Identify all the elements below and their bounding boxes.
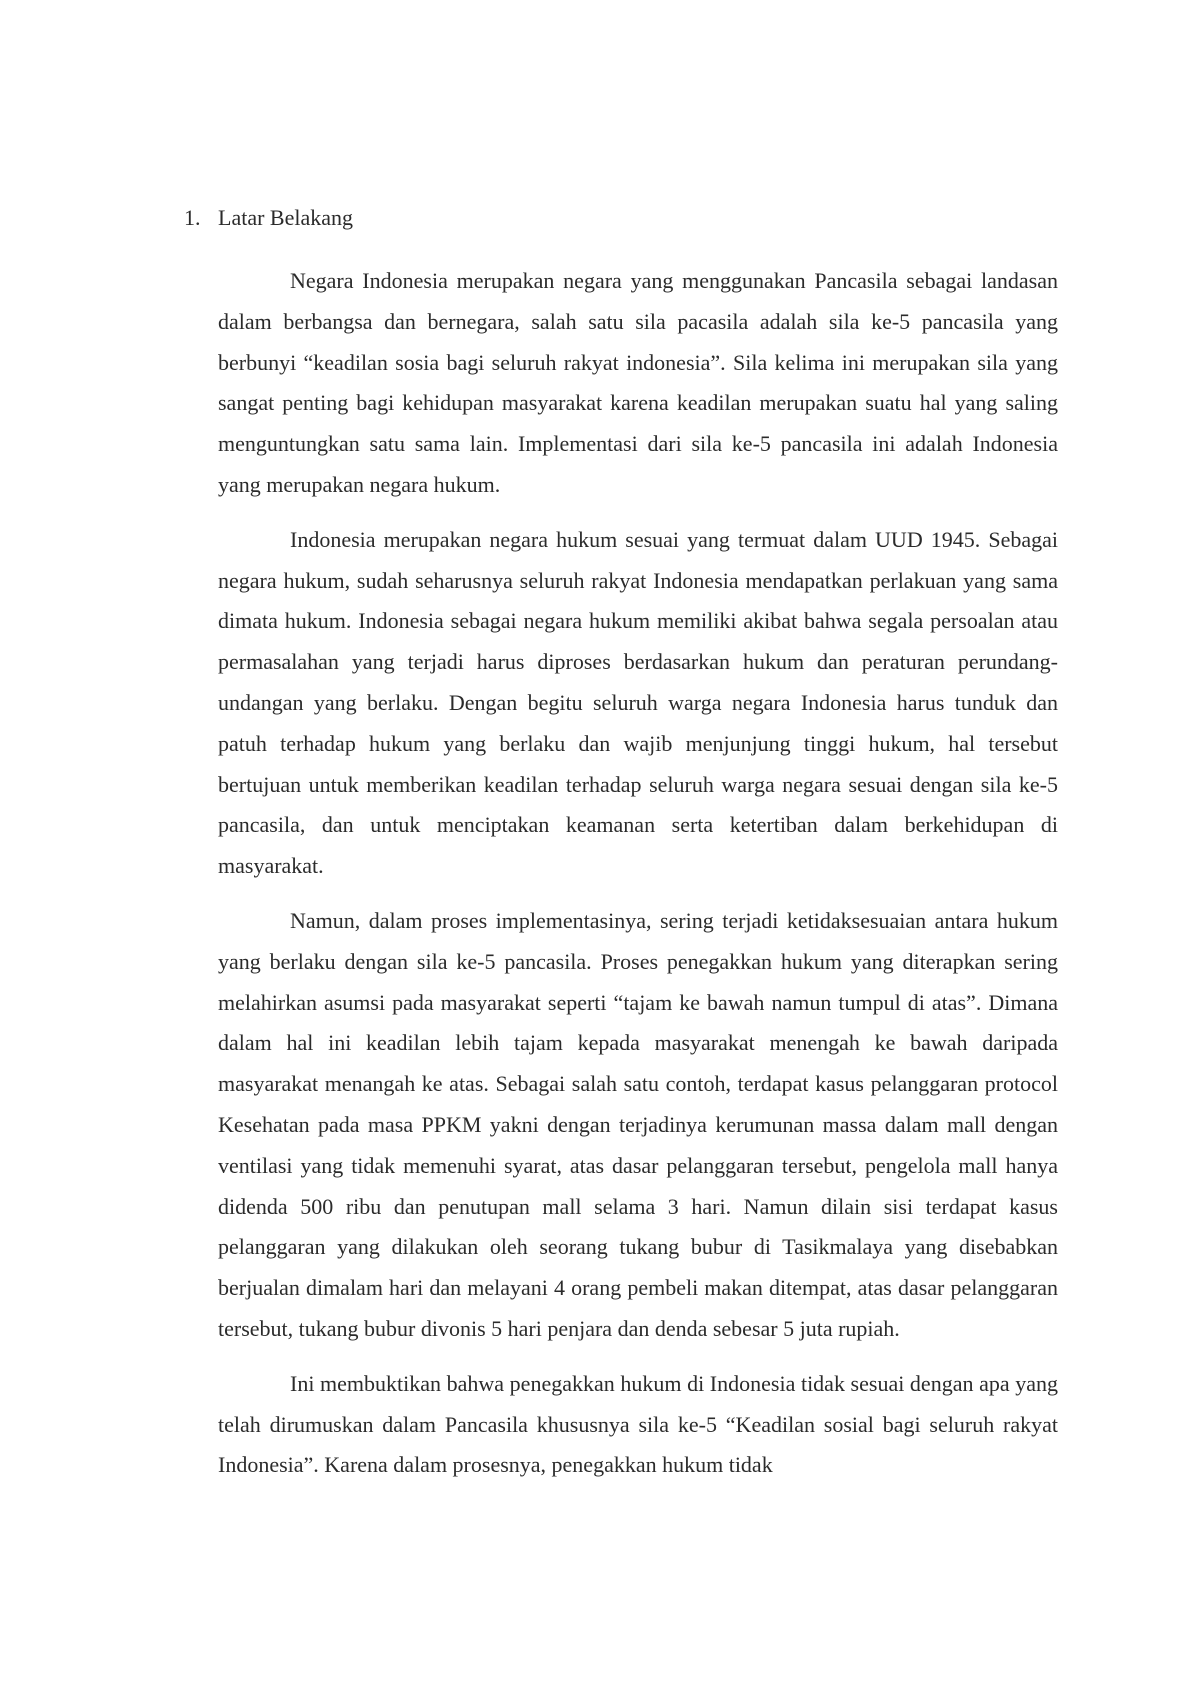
paragraph-4: Ini membuktikan bahwa penegakkan hukum di Indonesia tidak sesuai dengan apa yang telah dirumuskan dalam Pancasila khususnya sila ke-5 “Keadilan sosial bagi seluruh rakyat Indonesia”. Karena dalam prosesnya, penegakkan hukum tidak — [218, 1370, 1058, 1478]
section-number: 1. — [184, 205, 201, 230]
section-title: Latar Belakang — [218, 205, 353, 230]
section-heading — [184, 203, 353, 233]
paragraph-2: Indonesia merupakan negara hukum sesuai yang termuat dalam UUD 1945. Sebagai negara hukum, sudah seharusnya seluruh rakyat Indonesia mendapatkan perlakuan yang sama dimata hukum. Indonesia sebagai negara hukum memiliki akibat bahwa segala persoalan atau permasalahan yang terjadi harus diproses berdasarkan hukum dan peraturan perundang-undangan yang berlaku. Dengan begitu seluruh warga negara Indonesia harus tunduk dan patuh terhadap hukum yang berlaku dan wajib menjunjung tinggi hukum, hal tersebut bertujuan untuk memberikan keadilan terhadap seluruh warga negara sesuai dengan sila ke-5 pancasila, dan untuk menciptakan keamanan serta ketertiban dalam berkehidupan di masyarakat. — [218, 526, 1058, 879]
paragraph-3: Namun, dalam proses implementasinya, sering terjadi ketidaksesuaian antara hukum yang berlaku dengan sila ke-5 pancasila. Proses penegakkan hukum yang diterapkan sering melahirkan asumsi pada masyarakat seperti “tajam ke bawah namun tumpul di atas”. Dimana dalam hal ini keadilan lebih tajam kepada masyarakat menengah ke bawah daripada masyarakat menangah ke atas. Sebagai salah satu contoh, terdapat kasus pelanggaran protocol Kesehatan pada masa PPKM yakni dengan terjadinya kerumunan massa dalam mall dengan ventilasi yang tidak memenuhi syarat, atas dasar pelanggaran tersebut, pengelola mall hanya didenda 500 ribu dan penutupan mall selama 3 hari. Namun dilain sisi terdapat kasus pelanggaran yang dilakukan oleh seorang tukang bubur di Tasikmalaya yang disebabkan berjualan dimalam hari dan melayani 4 orang pembeli makan ditempat, atas dasar pelanggaran tersebut, tukang bubur divonis 5 hari penjara dan denda sebesar 5 juta rupiah. — [218, 907, 1058, 1341]
body-text — [218, 261, 1058, 1486]
paragraph-1: Negara Indonesia merupakan negara yang menggunakan Pancasila sebagai landasan dalam berbangsa dan bernegara, salah satu sila pacasila adalah sila ke-5 pancasila yang berbunyi “keadilan sosia bagi seluruh rakyat indonesia”. Sila kelima ini merupakan sila yang sangat penting bagi kehidupan masyarakat karena keadilan merupakan suatu hal yang saling menguntungkan satu sama lain. Implementasi dari sila ke-5 pancasila ini adalah Indonesia yang merupakan negara hukum. — [218, 268, 1058, 497]
